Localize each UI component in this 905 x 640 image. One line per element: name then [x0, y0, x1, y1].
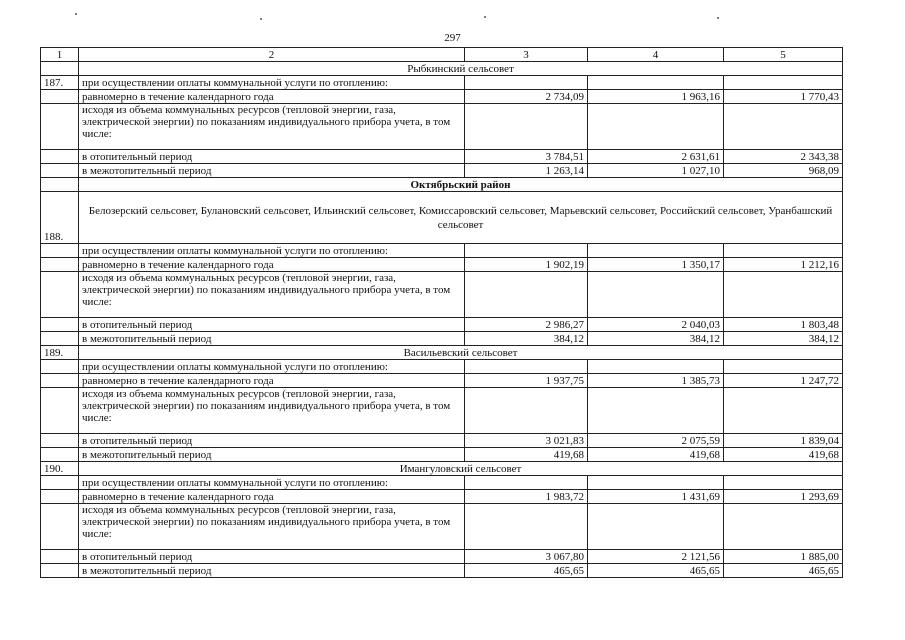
row-description: в отопительный период	[79, 150, 465, 164]
value-col-3: 465,65	[465, 564, 588, 578]
value-col-5: 1 885,00	[724, 550, 843, 564]
table-row	[41, 90, 843, 104]
table-row	[41, 490, 843, 504]
section-title-row	[41, 178, 843, 192]
value-col-3: 3 021,83	[465, 434, 588, 448]
row-description: равномерно в течение календарного года	[79, 374, 465, 388]
section-title-row	[41, 462, 843, 476]
scan-speck	[484, 16, 486, 18]
value-col-3: 2 986,27	[465, 318, 588, 332]
table-row	[41, 550, 843, 564]
section-title: Октябрьский район	[79, 178, 843, 192]
table-row	[41, 388, 843, 434]
value-col-3: 2 734,09	[465, 90, 588, 104]
section-title-row	[41, 346, 843, 360]
section-title: Рыбкинский сельсовет	[79, 62, 843, 76]
value-col-5: 968,09	[724, 164, 843, 178]
value-col-5	[724, 104, 843, 150]
value-col-5	[724, 476, 843, 490]
value-col-4: 2 040,03	[588, 318, 724, 332]
value-col-5	[724, 360, 843, 374]
row-description: исходя из объема коммунальных ресурсов (тепловой энергии, газа, электрической энергии) по показаниям индивидуального прибора учета, в том числе:	[79, 388, 465, 434]
row-number	[41, 150, 79, 164]
value-col-3: 1 902,19	[465, 258, 588, 272]
value-col-4: 1 963,16	[588, 90, 724, 104]
row-number	[41, 62, 79, 76]
row-number: 187.	[41, 76, 79, 90]
row-number	[41, 104, 79, 150]
row-description: в отопительный период	[79, 318, 465, 332]
row-description: равномерно в течение календарного года	[79, 90, 465, 104]
row-number	[41, 164, 79, 178]
scan-speck	[75, 13, 77, 15]
value-col-5: 2 343,38	[724, 150, 843, 164]
value-col-4: 1 385,73	[588, 374, 724, 388]
row-description: в межотопительный период	[79, 448, 465, 462]
value-col-3	[465, 244, 588, 258]
row-description: исходя из объема коммунальных ресурсов (тепловой энергии, газа, электрической энергии) по показаниям индивидуального прибора учета, в том числе:	[79, 272, 465, 318]
table-row	[41, 564, 843, 578]
row-description: в отопительный период	[79, 434, 465, 448]
column-header: 5	[724, 48, 843, 62]
scan-speck	[717, 17, 719, 19]
value-col-4: 419,68	[588, 448, 724, 462]
row-number	[41, 564, 79, 578]
table-row	[41, 360, 843, 374]
value-col-3: 1 263,14	[465, 164, 588, 178]
value-col-3	[465, 360, 588, 374]
table-row	[41, 434, 843, 448]
table-row	[41, 448, 843, 462]
row-description: равномерно в течение календарного года	[79, 490, 465, 504]
table-row	[41, 504, 843, 550]
section-title: Белозерский сельсовет, Булановский сельсовет, Ильинский сельсовет, Комиссаровский сельсовет, Марьевский сельсовет, Российский сельсовет, Уранбашский сельсовет	[79, 192, 843, 244]
value-col-3	[465, 388, 588, 434]
row-description: при осуществлении оплаты коммунальной услуги по отоплению:	[79, 244, 465, 258]
value-col-5	[724, 504, 843, 550]
section-title-row	[41, 62, 843, 76]
table-header-row	[41, 48, 843, 62]
value-col-3: 419,68	[465, 448, 588, 462]
column-header: 4	[588, 48, 724, 62]
row-number	[41, 272, 79, 318]
row-number	[41, 388, 79, 434]
value-col-5	[724, 244, 843, 258]
scan-speck	[260, 18, 262, 20]
value-col-3	[465, 104, 588, 150]
table-row	[41, 258, 843, 272]
column-header: 3	[465, 48, 588, 62]
value-col-4: 1 431,69	[588, 490, 724, 504]
value-col-5: 1 770,43	[724, 90, 843, 104]
row-number	[41, 332, 79, 346]
row-number	[41, 360, 79, 374]
value-col-4	[588, 272, 724, 318]
value-col-4	[588, 76, 724, 90]
row-description: исходя из объема коммунальных ресурсов (тепловой энергии, газа, электрической энергии) по показаниям индивидуального прибора учета, в том числе:	[79, 504, 465, 550]
row-number	[41, 434, 79, 448]
table-row	[41, 76, 843, 90]
table-row	[41, 244, 843, 258]
row-description: в межотопительный период	[79, 564, 465, 578]
row-description: при осуществлении оплаты коммунальной услуги по отоплению:	[79, 76, 465, 90]
value-col-3: 384,12	[465, 332, 588, 346]
table-row	[41, 272, 843, 318]
row-number	[41, 244, 79, 258]
row-description: в межотопительный период	[79, 164, 465, 178]
value-col-4	[588, 388, 724, 434]
table-row	[41, 104, 843, 150]
value-col-5: 384,12	[724, 332, 843, 346]
value-col-5: 465,65	[724, 564, 843, 578]
value-col-5	[724, 388, 843, 434]
table-row	[41, 318, 843, 332]
value-col-4	[588, 244, 724, 258]
row-description: в межотопительный период	[79, 332, 465, 346]
value-col-5	[724, 272, 843, 318]
value-col-5: 1 247,72	[724, 374, 843, 388]
table-row	[41, 374, 843, 388]
row-number	[41, 318, 79, 332]
value-col-5: 1 803,48	[724, 318, 843, 332]
value-col-3: 1 983,72	[465, 490, 588, 504]
section-title: Имангуловский сельсовет	[79, 462, 843, 476]
row-number	[41, 90, 79, 104]
value-col-3	[465, 272, 588, 318]
row-number	[41, 490, 79, 504]
table-row	[41, 164, 843, 178]
value-col-5: 1 293,69	[724, 490, 843, 504]
value-col-4	[588, 476, 724, 490]
row-description: равномерно в течение календарного года	[79, 258, 465, 272]
section-title: Васильевский сельсовет	[79, 346, 843, 360]
row-number	[41, 476, 79, 490]
page-number: 297	[444, 32, 461, 44]
table-row	[41, 332, 843, 346]
row-number	[41, 258, 79, 272]
tariff-table	[40, 47, 843, 578]
row-description: исходя из объема коммунальных ресурсов (тепловой энергии, газа, электрической энергии) по показаниям индивидуального прибора учета, в том числе:	[79, 104, 465, 150]
value-col-3: 1 937,75	[465, 374, 588, 388]
table-row	[41, 476, 843, 490]
row-number: 188.	[41, 192, 79, 244]
value-col-3	[465, 504, 588, 550]
value-col-4	[588, 360, 724, 374]
row-number	[41, 374, 79, 388]
value-col-4: 2 075,59	[588, 434, 724, 448]
row-number: 190.	[41, 462, 79, 476]
value-col-3	[465, 476, 588, 490]
value-col-4: 384,12	[588, 332, 724, 346]
table-row	[41, 150, 843, 164]
column-header: 1	[41, 48, 79, 62]
row-number	[41, 550, 79, 564]
value-col-4: 2 631,61	[588, 150, 724, 164]
row-number	[41, 504, 79, 550]
value-col-4: 465,65	[588, 564, 724, 578]
value-col-4: 1 027,10	[588, 164, 724, 178]
value-col-4: 1 350,17	[588, 258, 724, 272]
row-number	[41, 448, 79, 462]
row-description: в отопительный период	[79, 550, 465, 564]
value-col-3: 3 784,51	[465, 150, 588, 164]
row-number	[41, 178, 79, 192]
row-description: при осуществлении оплаты коммунальной услуги по отоплению:	[79, 476, 465, 490]
value-col-5: 419,68	[724, 448, 843, 462]
column-header: 2	[79, 48, 465, 62]
value-col-5: 1 212,16	[724, 258, 843, 272]
section-title-row	[41, 192, 843, 244]
value-col-4	[588, 104, 724, 150]
row-description: при осуществлении оплаты коммунальной услуги по отоплению:	[79, 360, 465, 374]
value-col-4	[588, 504, 724, 550]
value-col-4: 2 121,56	[588, 550, 724, 564]
value-col-3	[465, 76, 588, 90]
value-col-3: 3 067,80	[465, 550, 588, 564]
value-col-5: 1 839,04	[724, 434, 843, 448]
value-col-5	[724, 76, 843, 90]
row-number: 189.	[41, 346, 79, 360]
